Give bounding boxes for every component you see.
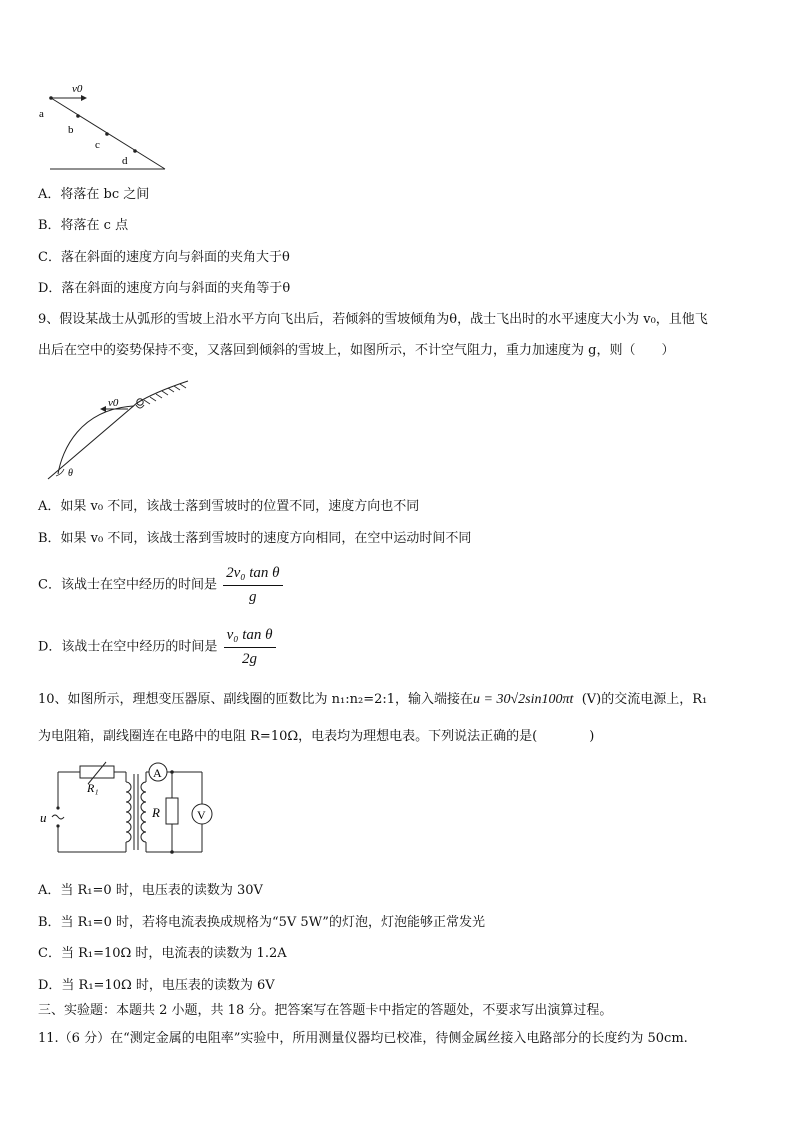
fraction-numerator: 2v₀ tan θ — [223, 565, 282, 586]
q9-stem-line2: 出后在空中的姿势保持不变，又落回到倾斜的雪坡上，如图所示，不计空气阻力，重力加速度为 g，则（ ） — [38, 343, 675, 358]
q8-option-b: B．将落在 c 点 — [38, 218, 129, 233]
fraction-denominator: g — [249, 589, 257, 605]
q9-stem-line1: 9、假设某战士从弧形的雪坡上沿水平方向飞出后，若倾斜的雪坡倾角为θ，战士飞出时的水平速度大小为 v₀，且他飞 — [38, 312, 708, 327]
q8-option-d: D．落在斜面的速度方向与斜面的夹角等于θ — [38, 281, 291, 296]
transformer-circuit-figure — [38, 760, 218, 860]
voltmeter-label: V — [197, 808, 206, 822]
r1-label: R₁ — [87, 781, 99, 795]
q10-stem-line1-text: 10、如图所示，理想变压器原、副线圈的匝数比为 n₁:n₂=2:1，输入端接在 — [38, 692, 474, 707]
section-3-heading: 三、实验题：本题共 2 小题，共 18 分。把答案写在答题卡中指定的答题处，不要求写出演算过程。 — [38, 1003, 613, 1018]
q9-option-c — [38, 565, 283, 606]
point-b-dot — [76, 114, 80, 118]
point-b-label: b — [68, 124, 74, 136]
q10-option-d: D．当 R₁=10Ω 时，电压表的读数为 6V — [38, 978, 275, 993]
q9-option-c-text: C．该战士在空中经历的时间是 — [38, 577, 217, 593]
q10-stem-line1 — [38, 692, 707, 708]
fraction-denominator: 2g — [242, 651, 258, 667]
q11-stem: 11.（6 分）在“测定金属的电阻率”实验中，所用测量仪器均已校准，待侧金属丝接入电路部分的长度约为 50cm. — [38, 1031, 688, 1046]
point-a-label: a — [39, 108, 44, 120]
q9-option-b: B．如果 v₀ 不同，该战士落到雪坡时的速度方向相同，在空中运动时间不同 — [38, 531, 472, 546]
q10-voltage-formula: u = 30√2sin100πt — [473, 692, 574, 707]
q10-option-c: C．当 R₁=10Ω 时，电流表的读数为 1.2A — [38, 946, 287, 961]
q8-option-a: A．将落在 bc 之间 — [38, 187, 150, 202]
v0-label: v0 — [72, 83, 83, 95]
q9-option-d-text: D．该战士在空中经历的时间是 — [38, 639, 218, 655]
q9-option-d — [38, 627, 276, 668]
q10-option-b: B．当 R₁=0 时，若将电流表换成规格为“5V 5W”的灯泡，灯泡能够正常发光 — [38, 915, 485, 930]
u-label: u — [40, 810, 47, 825]
point-a-dot — [49, 96, 53, 100]
q8-option-c: C．落在斜面的速度方向与斜面的夹角大于θ — [38, 250, 290, 265]
q9-option-c-fraction — [223, 565, 282, 606]
incline-figure — [34, 80, 174, 175]
q9-option-a: A．如果 v₀ 不同，该战士落到雪坡时的位置不同，速度方向也不同 — [38, 499, 420, 514]
v0-label: v0 — [108, 397, 119, 409]
q10-stem-line2: 为电阻箱，副线圈连在电路中的电阻 R=10Ω，电表均为理想电表。下列说法正确的是( ) — [38, 729, 595, 744]
q10-stem-line1-tail: (V)的交流电源上，R₁ — [581, 692, 708, 707]
q9-option-d-fraction — [224, 627, 276, 668]
theta-label: θ — [68, 468, 73, 479]
point-c-dot — [105, 132, 109, 136]
r-label: R — [152, 805, 160, 820]
ammeter-label: A — [153, 766, 162, 780]
point-d-dot — [133, 149, 137, 153]
q10-option-a: A．当 R₁=0 时，电压表的读数为 30V — [38, 883, 263, 898]
point-c-label: c — [95, 139, 100, 151]
point-d-label: d — [122, 155, 128, 167]
ski-slope-figure — [40, 375, 200, 485]
fraction-numerator: v₀ tan θ — [224, 627, 276, 648]
